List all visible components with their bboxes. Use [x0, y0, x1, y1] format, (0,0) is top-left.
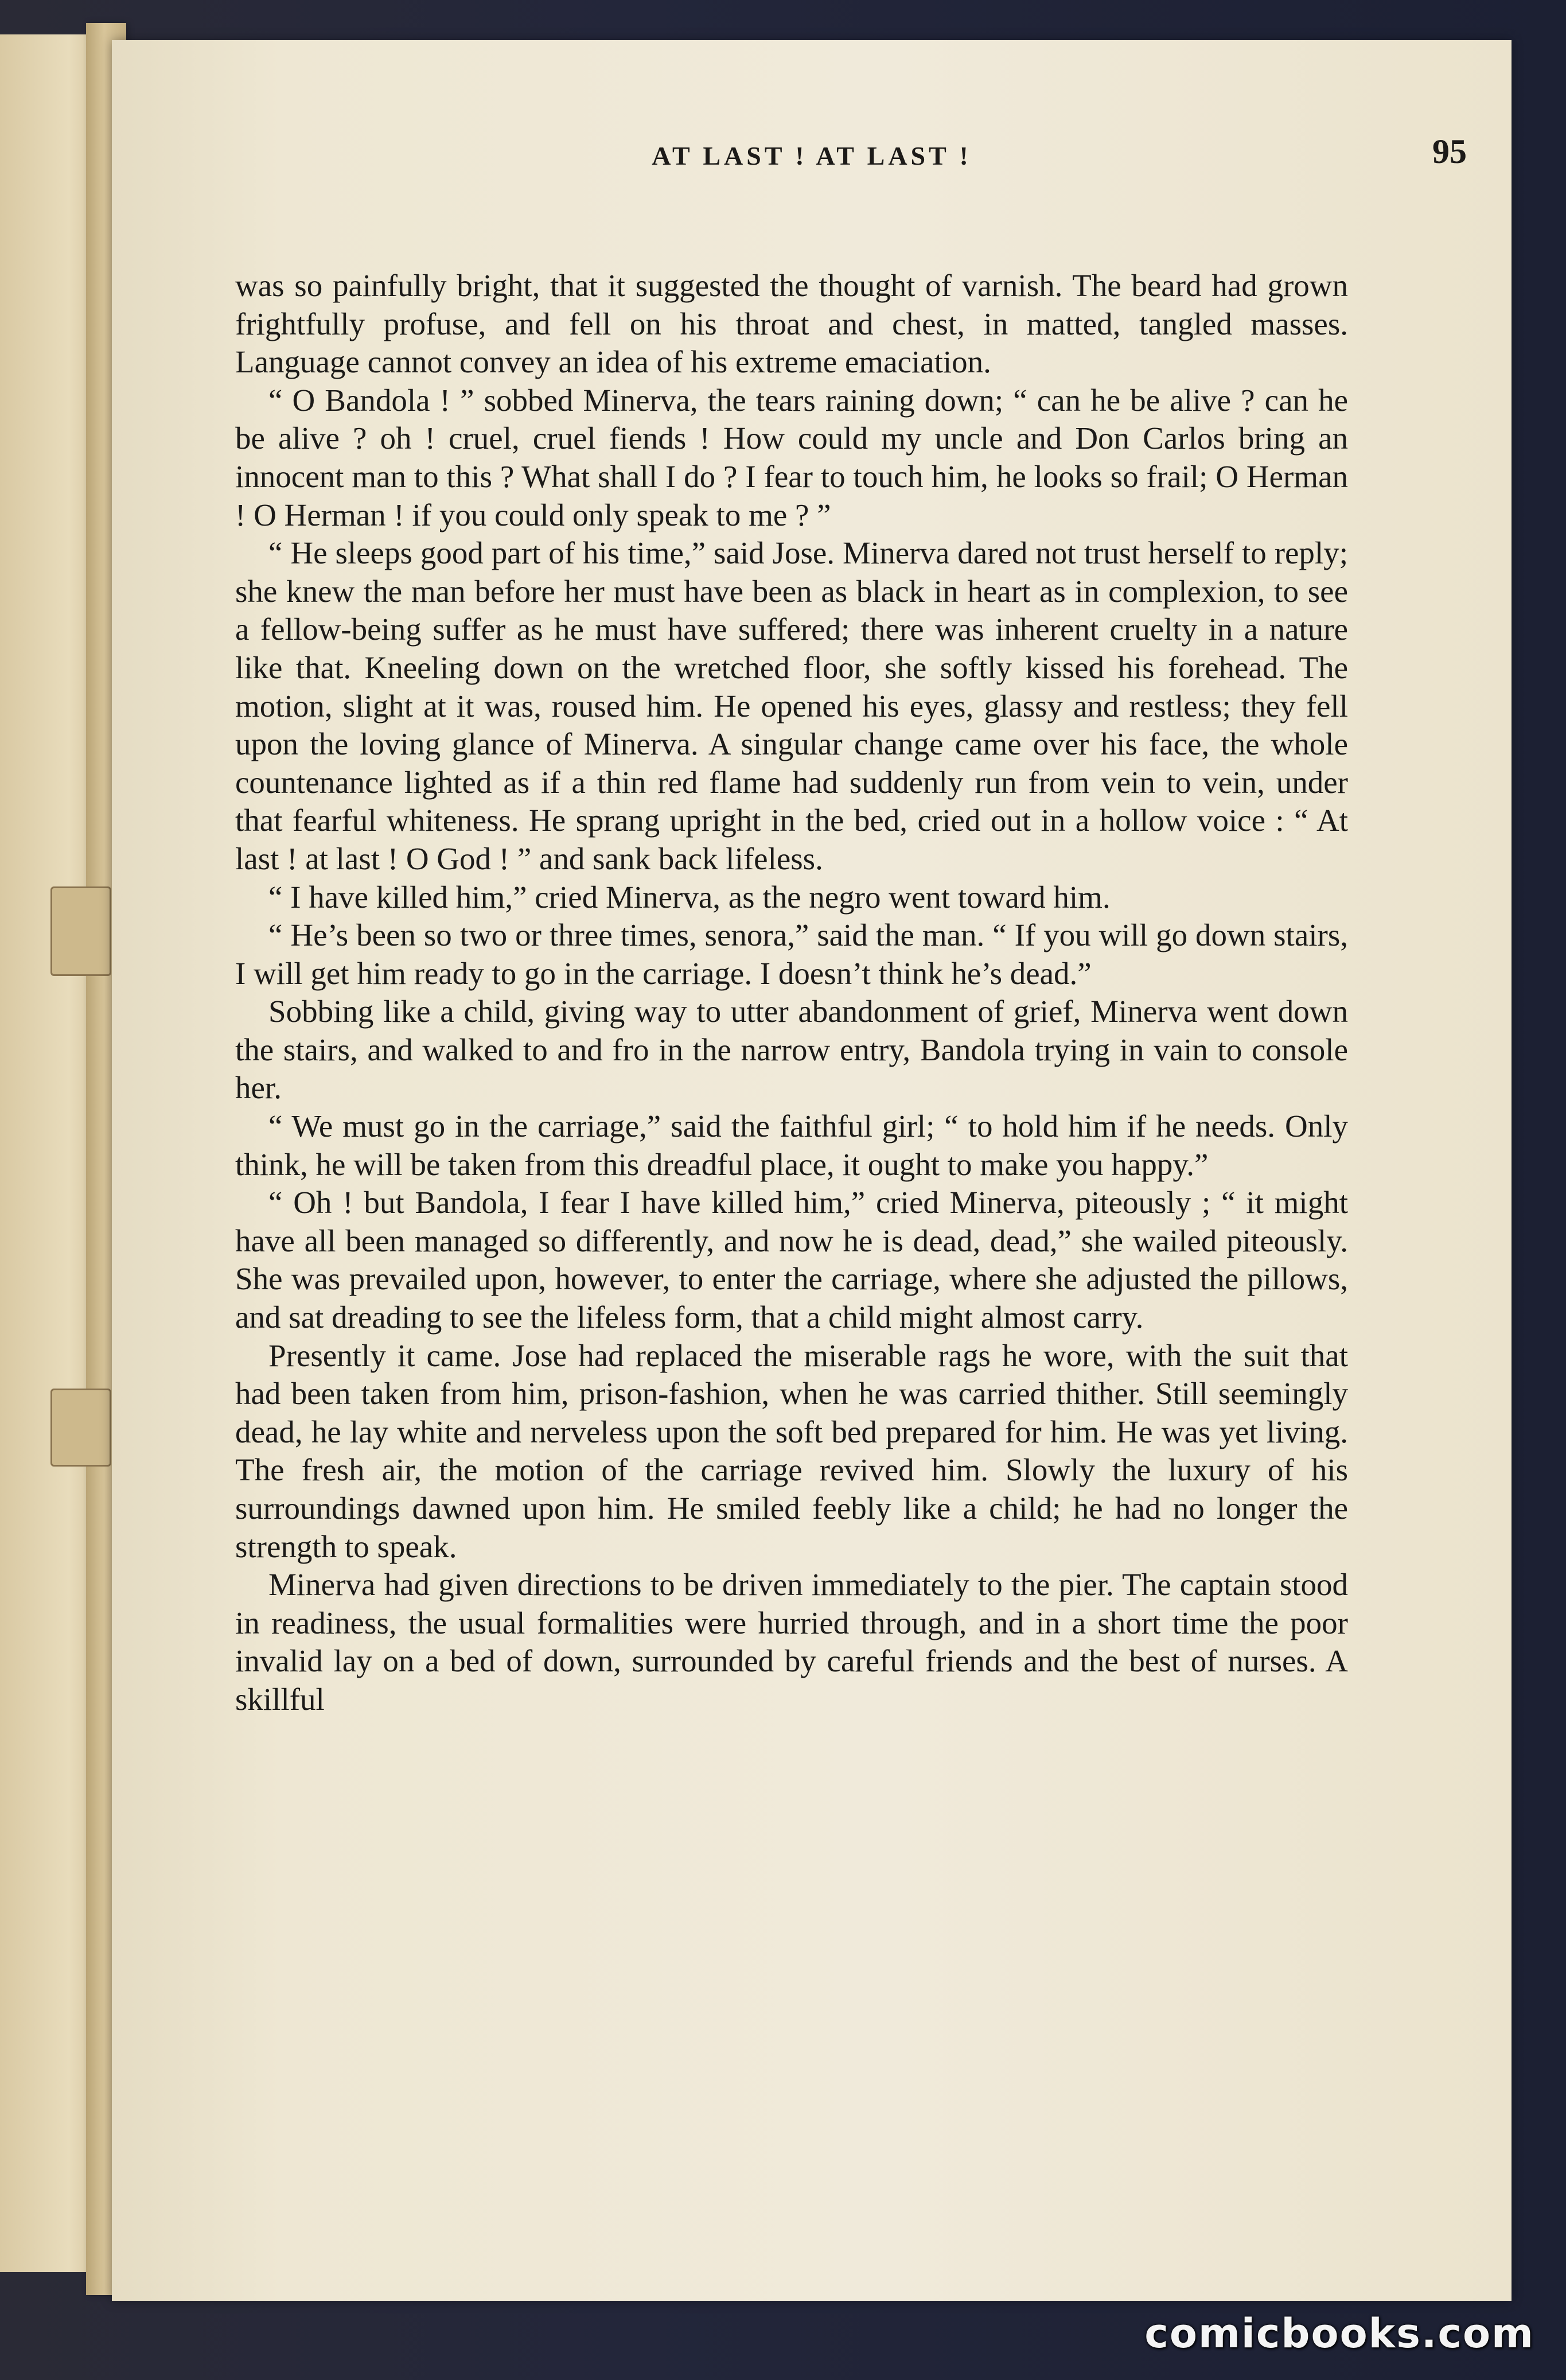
paragraph-8: “ Oh ! but Bandola, I fear I have killed him,” cried Minerva, piteously ; “ it might have all been managed so differently, and now he is dead, dead,” she wailed piteously. She was prevailed upon, however, to enter the carriage, where she adjusted the pillows, and sat dreading to see the lifeless form, that a child might almost carry.: [235, 1185, 1348, 1335]
paragraph-1: was so painfully bright, that it suggested the thought of varnish. The beard had grown frightfully profuse, and fell on his throat and chest, in matted, tangled masses. Language cannot convey an idea of his extreme emaciation.: [235, 268, 1348, 380]
binding-tape-upper: [50, 886, 111, 976]
binding-tape-lower: [50, 1389, 111, 1467]
book-page: [112, 40, 1512, 2301]
paragraph-4: “ I have killed him,” cried Minerva, as the negro went toward him.: [268, 879, 1111, 915]
paragraph-9: Presently it came. Jose had replaced the miserable rags he wore, with the suit that had been taken from him, prison-fashion, when he was carried thither. Still seemingly dead, he lay white and nerveless upon the soft bed prepared for him. He was yet living. The fresh air, the motion of the carriage revived him. Slowly the luxury of his surroundings dawned upon him. He smiled feebly like a child; he had no longer the strength to speak.: [235, 1337, 1348, 1564]
paragraph-3: “ He sleeps good part of his time,” said Jose. Minerva dared not trust herself to reply; she knew the man before her must have been as black in heart as in complexion, to see a fellow-being suffer as he must have suffered; there was inherent cruelty in a nature like that. Kneeling down on the wretched floor, she softly kissed his forehead. The motion, slight at it was, roused him. He opened his eyes, glassy and restless; they fell upon the loving glance of Minerva. A singular change came over his face, the whole countenance lighted as if a thin red flame had suddenly run from vein to vein, under that fearful whiteness. He sprang upright in the bed, cried out in a hollow voice : “ At last ! at last ! O God ! ” and sank back lifeless.: [235, 535, 1348, 876]
page-number: 95: [1432, 133, 1467, 170]
paragraph-5: “ He’s been so two or three times, senora,” said the man. “ If you will go down stairs, I will get him ready to go in the carriage. I doesn’t think he’s dead.”: [235, 917, 1348, 991]
paragraph-2: “ O Bandola ! ” sobbed Minerva, the tears raining down; “ can he be alive ? can he be alive ? oh ! cruel, cruel fiends ! How could my uncle and Don Carlos bring an innocent man to this ? What shall I do ? I fear to touch him, he looks so frail; O Herman ! O Herman ! if you could only speak to me ? ”: [235, 382, 1348, 532]
paragraph-7: “ We must go in the carriage,” said the faithful girl; “ to hold him if he needs. Only think, he will be taken from this dreadful place, it ought to make you happy.”: [235, 1109, 1348, 1182]
running-head: AT LAST ! AT LAST !: [652, 141, 972, 170]
site-watermark: comicbooks.com: [1144, 2310, 1534, 2357]
paragraph-6: Sobbing like a child, giving way to utter abandonment of grief, Minerva went down the stairs, and walked to and fro in the narrow entry, Bandola trying in vain to console her.: [235, 994, 1348, 1106]
paragraph-10: Minerva had given directions to be driven immediately to the pier. The captain stood in readiness, the usual formalities were hurried through, and in a short time the poor invalid lay on a bed of down, surrounded by careful friends and the best of nurses. A skillful: [235, 1567, 1348, 1717]
body-text: [235, 267, 1348, 1719]
